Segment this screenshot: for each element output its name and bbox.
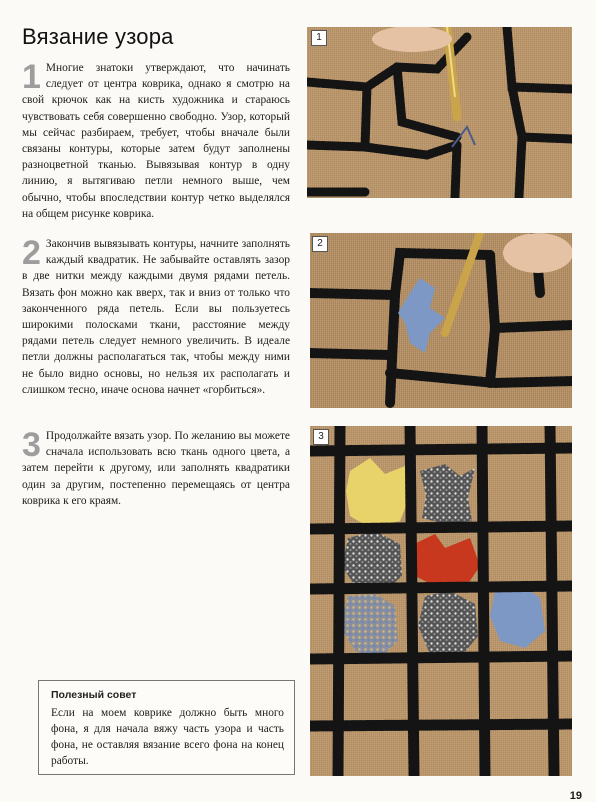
page-number: 19 <box>569 790 582 802</box>
step-3 <box>22 428 290 509</box>
step-text: Закончив вывязывать контуры, начните заполнять каждый квадратик. Не забывайте оставлять зазор в две нитки между каждыми двумя рядами петель. Вязать фон можно как вверх, так и вниз от только что законченного ряда петель. Если вы пользуетесь широкими полосками ткани, расстояние между рядами петель следует немного увеличить. В идеале петли должны располагаться так, чтобы между ними не было видно основы, но нельзя их располагать и слишком тесно, иначе основа начнет «горбиться». <box>22 238 290 396</box>
step-text: Многие знатоки утверждают, что начинать следует от центра коврика, однако я смотрю на свой крючок как на кисть художника и стараюсь чувствовать себя совершенно свободно. Узор, который мы сейчас разбираем, требует, чтобы вначале были связаны контуры, которые затем будут заполнены разноцветной тканью. Вывязывая контур в одну линию, я вытягиваю петли немного выше, чем обычно, чтобы впоследствии контур четко выделялся на общем рисунке коврика. <box>22 62 290 220</box>
photo-label: 1 <box>311 30 327 46</box>
photo-3 <box>310 426 572 776</box>
photo-label: 2 <box>312 236 328 252</box>
step-1 <box>22 60 290 222</box>
photo-label: 3 <box>313 429 329 445</box>
photo-2 <box>310 233 572 408</box>
step-number: 3 <box>22 426 41 464</box>
step-text: Продолжайте вязать узор. По желанию вы можете сначала использовать всю ткань одного цвета, а затем перейти к другому, или заполнять квадратики один за другим, постепенно перемещаясь от центра коврика к его краям. <box>22 430 290 507</box>
photo-1 <box>307 27 572 198</box>
step-2 <box>22 236 290 398</box>
tip-text: Если на моем коврике должно быть много фона, я для начала вяжу часть узора и часть фона, не оставляя вязание всего фона на конец работы. <box>51 707 284 767</box>
page-title: Вязание узора <box>22 24 174 49</box>
tip-title: Полезный совет <box>51 689 137 701</box>
step-number: 1 <box>22 58 41 96</box>
tip-box <box>38 680 295 775</box>
step-number: 2 <box>22 234 41 272</box>
